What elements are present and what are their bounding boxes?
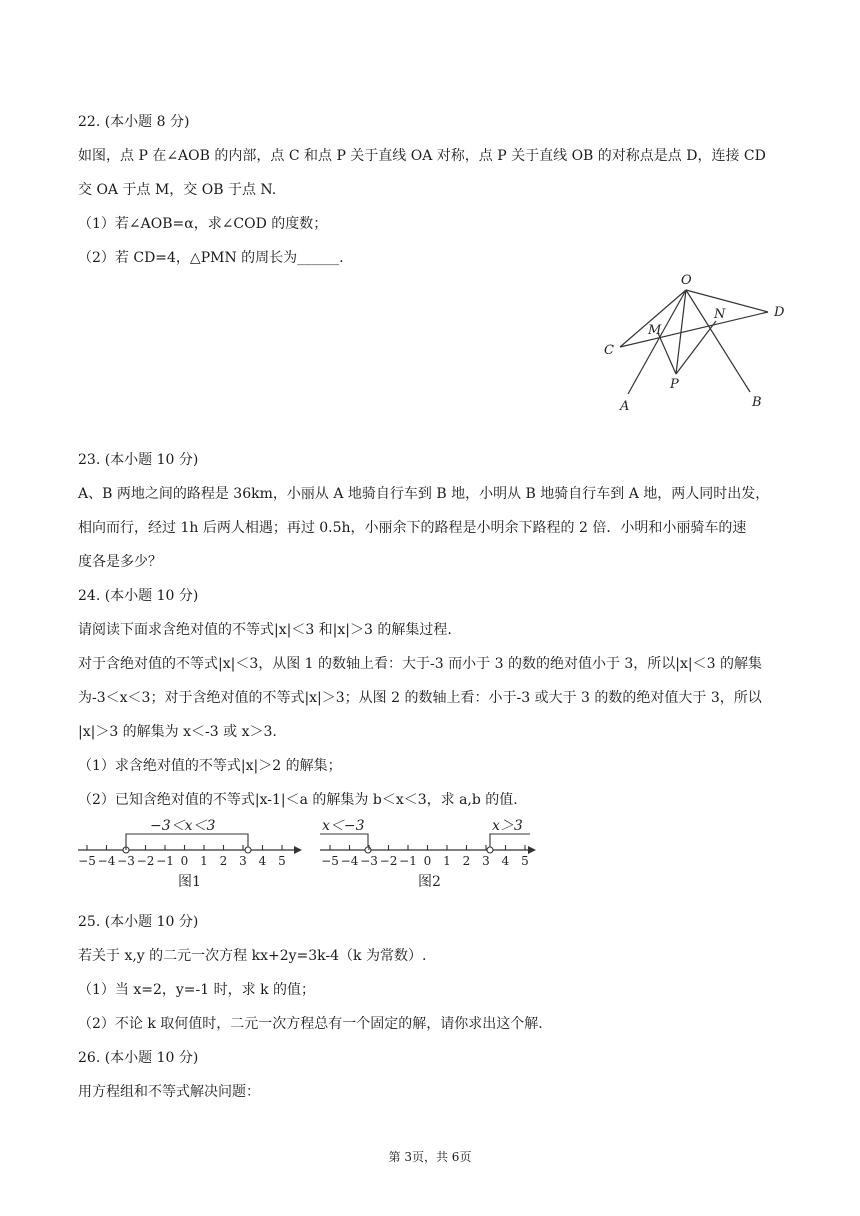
- fig1-tick-label: 0: [180, 854, 189, 868]
- q23-text-3: 度各是多少？: [78, 554, 162, 570]
- q22-text-1: 如图，点 P 在∠AOB 的内部，点 C 和点 P 关于直线 OA 对称，点 P 关于直线 OB 的对称点是点 D，连接 CD: [78, 148, 766, 164]
- fig1-tick-label: −5: [78, 854, 96, 868]
- fig2-caption: 图2: [418, 874, 441, 890]
- label-a: A: [620, 399, 630, 414]
- q25-text-1: 若关于 x,y 的二元一次方程 kx+2y=3k-4（k 为常数）.: [78, 948, 427, 964]
- q25-header: 25. (本小题 10 分): [78, 914, 199, 930]
- fig1-tick-label: 2: [219, 854, 228, 868]
- fig2-right-label: x＞3: [492, 818, 523, 834]
- fig2-tick-label: −3: [360, 854, 378, 868]
- fig1-tick-label: 1: [200, 854, 208, 868]
- fig2-tick-label: −2: [379, 854, 398, 868]
- q22-header: 22. (本小题 8 分): [78, 114, 190, 130]
- q24-text-4: |x|＞3 的解集为 x＜-3 或 x＞3.: [78, 724, 277, 740]
- q26-text-1: 用方程组和不等式解决问题：: [78, 1084, 260, 1100]
- fig2-tick-label: 1: [443, 854, 451, 868]
- fig2-tick-label: 5: [521, 854, 529, 868]
- label-m: M: [648, 323, 662, 338]
- fig2-tick-label: −1: [399, 854, 417, 868]
- fig1-tick-label: −4: [97, 854, 116, 868]
- q24-part-1: （1）求含绝对值的不等式|x|＞2 的解集；: [78, 758, 342, 774]
- fig1-tick-label: 4: [258, 854, 267, 868]
- fig1-tick-label: 5: [278, 854, 286, 868]
- fig2-tick-label: 3: [482, 854, 490, 868]
- label-n: N: [714, 307, 726, 322]
- fig2-tick-label: −5: [321, 854, 339, 868]
- label-b: B: [752, 395, 762, 410]
- fig2-tick-label: 0: [423, 854, 432, 868]
- fig1-caption: 图1: [178, 874, 201, 890]
- q24-text-1: 请阅读下面求含绝对值的不等式|x|＜3 和|x|＞3 的解集过程.: [78, 622, 452, 638]
- q23-text-2: 相向而行，经过 1h 后两人相遇；再过 0.5h，小丽余下的路程是小明余下路程的 2 倍．小明和小丽骑车的速: [78, 520, 747, 536]
- q22-geometry-figure: [590, 264, 800, 414]
- q24-text-3: 为-3＜x＜3；对于含绝对值的不等式|x|＞3；从图 2 的数轴上看：小于-3 或大于 3 的数的绝对值大于 3，所以: [78, 690, 762, 706]
- fig2-tick-label: 2: [462, 854, 471, 868]
- label-o: O: [681, 273, 692, 288]
- q22-part-2: （2）若 CD=4，△PMN 的周长为______.: [78, 250, 344, 266]
- fig2-tick-label: −4: [340, 854, 359, 868]
- q24-part-2: （2）已知含绝对值的不等式|x-1|＜a 的解集为 b＜x＜3，求 a,b 的值.: [78, 792, 518, 808]
- label-p: P: [670, 377, 679, 392]
- fig1-interval-label: −3＜x＜3: [150, 818, 216, 834]
- fig1-tick-label: 3: [239, 854, 247, 868]
- page-footer: 第 3页，共 6页: [388, 1150, 472, 1164]
- fig2-tick-label: 4: [501, 854, 510, 868]
- q26-header: 26. (本小题 10 分): [78, 1050, 199, 1066]
- fig1-tick-label: −3: [117, 854, 135, 868]
- q23-text-1: A、B 两地之间的路程是 36km，小丽从 A 地骑自行车到 B 地，小明从 B 地骑自行车到 A 地，两人同时出发，: [78, 486, 770, 502]
- q22-part-1: （1）若∠AOB=α，求∠COD 的度数；: [78, 216, 328, 232]
- label-c: C: [604, 343, 614, 358]
- q22-text-2: 交 OA 于点 M，交 OB 于点 N.: [78, 182, 277, 198]
- q24-header: 24. (本小题 10 分): [78, 588, 199, 604]
- q23-header: 23. (本小题 10 分): [78, 452, 199, 468]
- q25-part-1: （1）当 x=2，y=-1 时，求 k 的值；: [78, 982, 316, 998]
- number-line-fig2: [320, 818, 536, 890]
- fig1-tick-label: −2: [136, 854, 155, 868]
- fig1-tick-label: −1: [156, 854, 174, 868]
- q24-text-2: 对于含绝对值的不等式|x|＜3，从图 1 的数轴上看：大于-3 而小于 3 的数的绝对值小于 3，所以|x|＜3 的解集: [78, 656, 762, 672]
- q24-number-lines: [72, 818, 542, 894]
- fig2-left-label: x＜−3: [322, 818, 365, 834]
- number-line-fig1: [78, 818, 302, 890]
- q25-part-2: （2）不论 k 取何值时，二元一次方程总有一个固定的解，请你求出这个解.: [78, 1016, 543, 1032]
- label-d: D: [774, 305, 785, 320]
